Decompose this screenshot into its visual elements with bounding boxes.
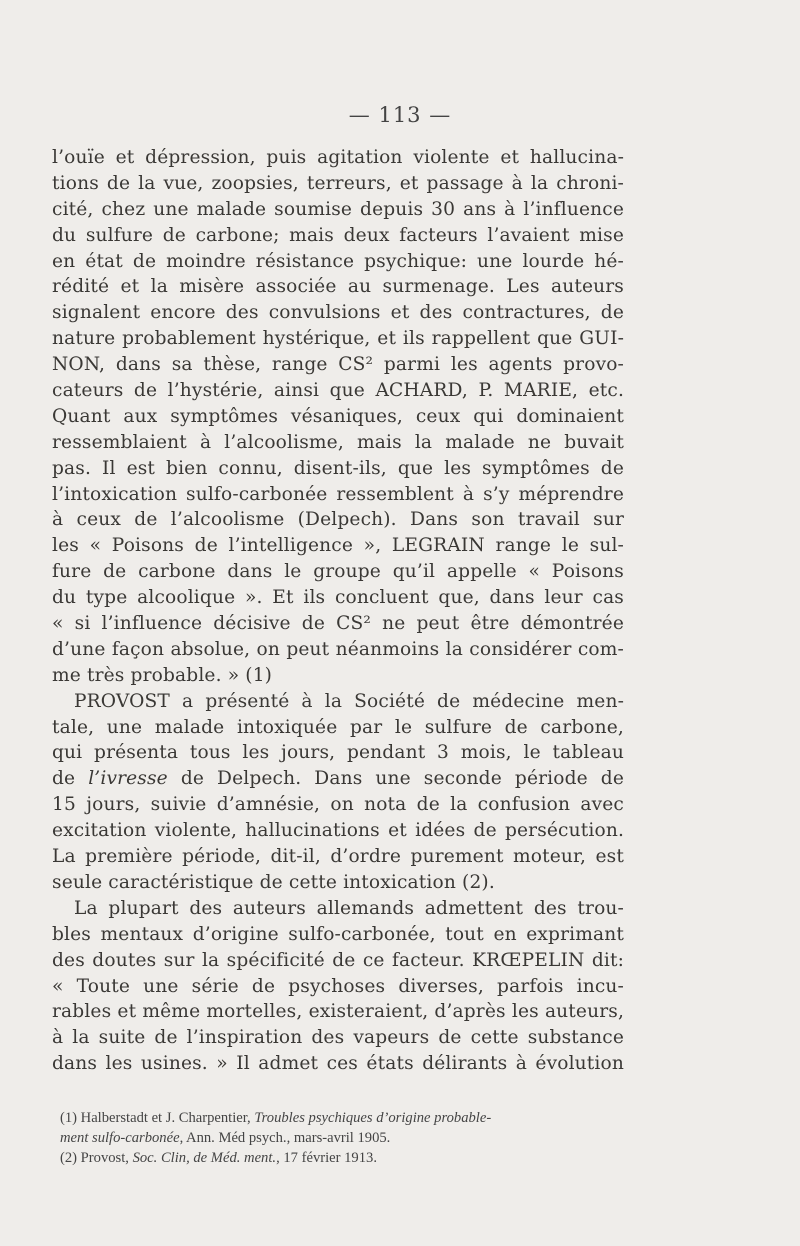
text-line: La plupart des auteurs allemands admettent des trou- <box>74 897 624 919</box>
text-line: pas. Il est bien connu, disent-ils, que les symptômes de <box>52 457 624 479</box>
text-line: à la suite de l’inspiration des vapeurs de cette substance <box>52 1027 624 1049</box>
text-line: ressemblaient à l’alcoolisme, mais la malade ne buvait <box>52 431 624 453</box>
footnote-run: (1) Halberstadt et J. Charpentier, <box>60 1110 255 1126</box>
text-line: l’intoxication sulfo-carbonée ressemblent à s’y méprendre <box>52 483 624 505</box>
text-line: du type alcoolique ». Et ils concluent que, dans leur cas <box>52 587 624 609</box>
text-run: l’ivresse <box>88 768 168 790</box>
text-line: nature probablement hystérique, et ils rappellent que GUI- <box>52 328 624 350</box>
text-line: qui présenta tous les jours, pendant 3 mois, le tableau <box>52 742 624 764</box>
text-line: « Toute une série de psychoses diverses, parfois incu- <box>52 975 624 997</box>
text-line: bles mentaux d’origine sulfo-carbonée, tout en exprimant <box>52 923 624 945</box>
body-text <box>52 145 624 1077</box>
footnote-run: Soc. Clin, de Méd. ment. <box>132 1150 277 1166</box>
text-line: à ceux de l’alcoolisme (Delpech). Dans son travail sur <box>52 509 624 531</box>
footnotes <box>60 1108 630 1168</box>
text-line: Quant aux symptômes vésaniques, ceux qui dominaient <box>52 405 624 427</box>
text-run: de Delpech. Dans une seconde période de <box>167 768 624 790</box>
footnote-run: ment sulfo-carbonée <box>60 1130 180 1146</box>
text-line: La première période, dit-il, d’ordre purement moteur, est <box>52 846 624 868</box>
footnote <box>60 1128 630 1148</box>
text-line: d’une façon absolue, on peut néanmoins la considérer com- <box>52 638 624 660</box>
text-line: l’ouïe et dépression, puis agitation violente et hallucina- <box>52 147 624 168</box>
footnote-run: , 17 février 1913. <box>276 1150 377 1166</box>
text-line: seule caractéristique de cette intoxication (2). <box>52 871 495 893</box>
text-line: me très probable. » (1) <box>52 664 273 686</box>
text-line: cateurs de l’hystérie, ainsi que ACHARD, P. MARIE, etc. <box>52 380 624 402</box>
text-line: cité, chez une malade soumise depuis 30 ans à l’influence <box>52 198 624 220</box>
text-line: NON, dans sa thèse, range CS² parmi les agents provo- <box>52 354 624 376</box>
text-line: PROVOST a présenté à la Société de médecine men- <box>74 690 624 712</box>
text-line: excitation violente, hallucinations et idées de persécution. <box>52 820 624 842</box>
text-line: tale, une malade intoxiquée par le sulfure de carbone, <box>52 716 624 738</box>
footnote-run: Troubles psychiques d’origine probable- <box>254 1110 492 1126</box>
footnote <box>60 1148 630 1168</box>
text-line: dans les usines. » Il admet ces états délirants à évolution <box>52 1053 624 1075</box>
footnote <box>60 1108 630 1128</box>
text-line: fure de carbone dans le groupe qu’il appelle « Poisons <box>52 561 624 583</box>
text-line: du sulfure de carbone; mais deux facteurs l’avaient mise <box>52 224 624 246</box>
page-number: — 113 — <box>348 103 452 127</box>
text-line: les « Poisons de l’intelligence », LEGRAIN range le sul- <box>52 535 624 557</box>
text-line: en état de moindre résistance psychique: une lourde hé- <box>52 250 624 272</box>
text-line: « si l’influence décisive de CS² ne peut être démontrée <box>52 613 624 635</box>
text-line: tions de la vue, zoopsies, terreurs, et passage à la chroni- <box>52 172 624 194</box>
text-line <box>52 766 624 792</box>
footnote-run: , Ann. Méd psych., mars-avril 1905. <box>179 1130 391 1146</box>
text-run: de <box>52 768 89 790</box>
text-line: signalent encore des convulsions et des contractures, de <box>52 302 624 324</box>
text-line: rédité et la misère associée au surmenage. Les auteurs <box>52 276 624 298</box>
text-line: des doutes sur la spécificité de ce facteur. KRŒPELIN dit: <box>52 949 624 971</box>
text-line: 15 jours, suivie d’amnésie, on nota de la confusion avec <box>52 794 624 816</box>
footnote-run: (2) Provost, <box>60 1150 133 1166</box>
text-line: rables et même mortelles, existeraient, d’après les auteurs, <box>52 1001 624 1023</box>
